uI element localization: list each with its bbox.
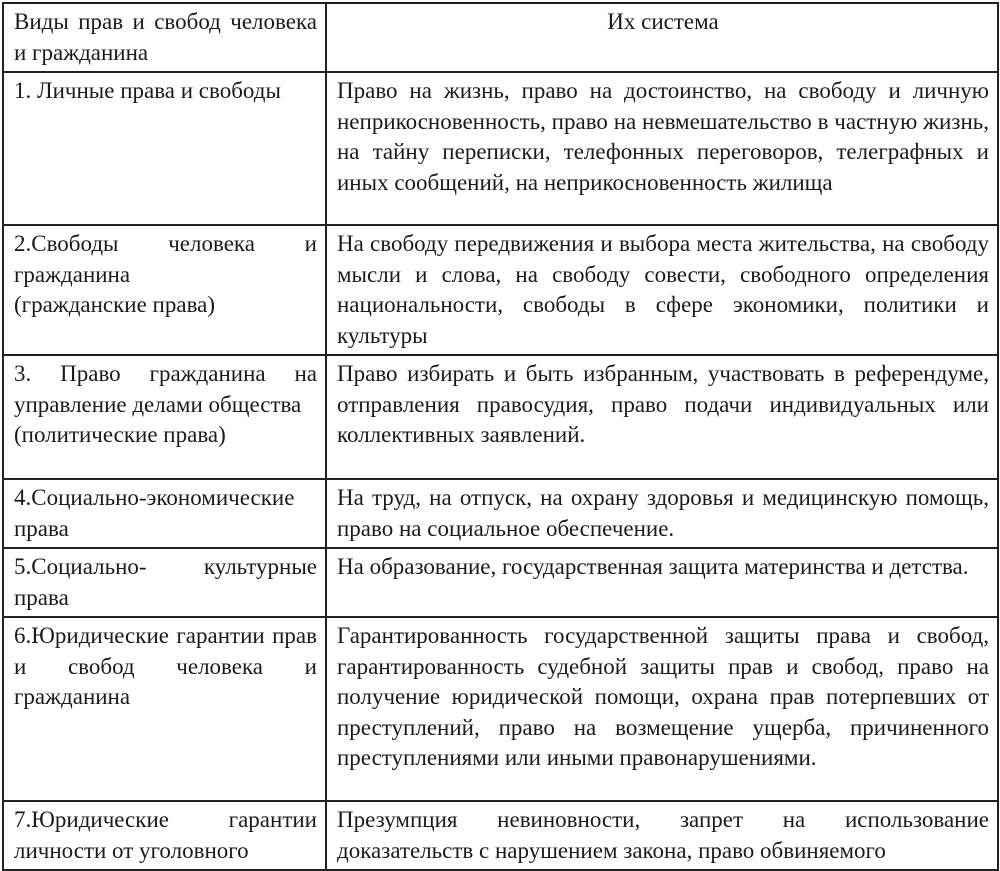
row-system: На труд, на отпуск, на охрану здоровья и медицинскую помощь, право на социальное обеспечение. xyxy=(326,479,998,548)
header-system: Их система xyxy=(326,3,998,72)
row-kind: 5.Социально- культурные права xyxy=(3,548,326,617)
table-row xyxy=(3,72,998,225)
row-kind: 6.Юридические гарантии прав и свобод человека и гражданина xyxy=(3,617,326,801)
row-kind xyxy=(3,225,326,355)
table-row xyxy=(3,479,998,548)
table-header-row xyxy=(3,3,998,72)
rights-table xyxy=(2,2,999,871)
table-row xyxy=(3,617,998,801)
row-system: На образование, государственная защита материнства и детства. xyxy=(326,548,998,617)
table-row xyxy=(3,225,998,355)
row-system: Гарантированность государственной защиты права и свобод, гарантированность судебной защиты прав и свобод, право на получение юридической помощи, охрана прав потерпевших от преступлений, право на возмещение ущерба, причиненного преступлениями или иными правонарушениями. xyxy=(326,617,998,801)
row-kind-title: 2.Свободы человека и гражданина xyxy=(14,231,317,287)
table-row xyxy=(3,355,998,479)
row-system: Право избирать и быть избранным, участвовать в референдуме, отправления правосудия, право подачи индивидуальных или коллективных заявлений. xyxy=(326,355,998,479)
row-kind-note: (политические права) xyxy=(14,422,226,447)
row-kind xyxy=(3,355,326,479)
row-kind: 1. Личные права и свободы xyxy=(3,72,326,225)
row-kind-note: (гражданские права) xyxy=(14,292,216,317)
header-kinds: Виды прав и свобод человека и гражданина xyxy=(3,3,326,72)
row-system: Презумпция невиновности, запрет на использование доказательств с нарушением закона, право обвиняемого xyxy=(326,801,998,870)
row-system: Право на жизнь, право на достоинство, на свободу и личную неприкосновенность, право на невмешательство в частную жизнь, на тайну переписки, телефонных переговоров, телеграфных и иных сообщений, на неприкосновенность жилища xyxy=(326,72,998,225)
row-kind: 7.Юридические гарантии личности от уголовного xyxy=(3,801,326,870)
row-system: На свободу передвижения и выбора места жительства, на свободу мысли и слова, на свободу совести, свободного определения национальности, свободы в сфере экономики, политики и культуры xyxy=(326,225,998,355)
table-row xyxy=(3,548,998,617)
row-kind-title: 3. Право гражданина на управление делами общества xyxy=(14,361,317,417)
row-kind: 4.Социально-экономические права xyxy=(3,479,326,548)
table-row xyxy=(3,801,998,870)
